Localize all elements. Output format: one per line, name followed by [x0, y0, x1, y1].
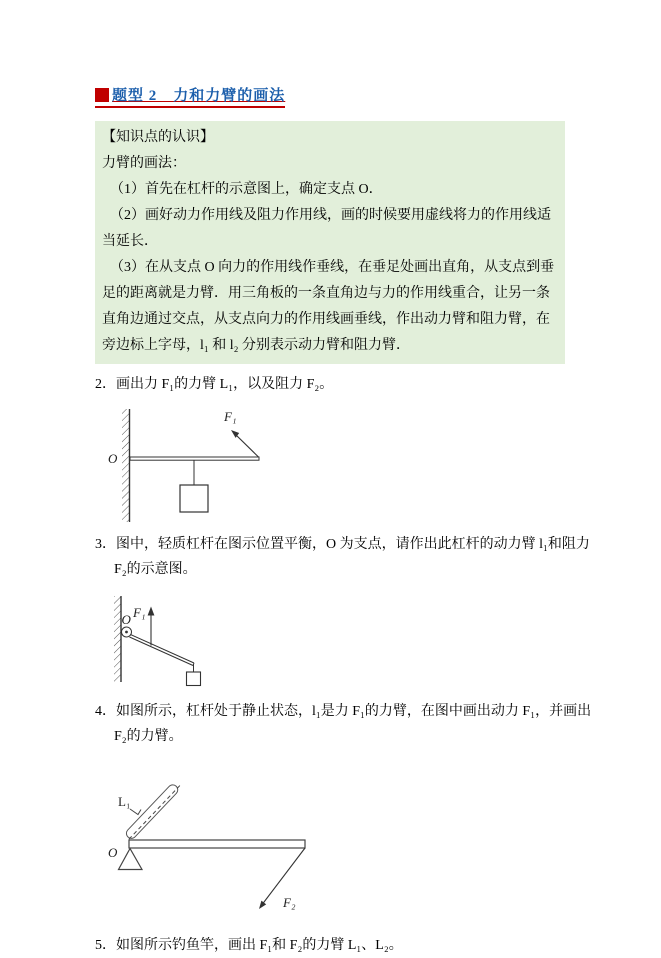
pivot-o-label: O — [108, 845, 118, 860]
question-5-text: 5．如图所示钓鱼竿，画出 F₁和 F₂的力臂 L₁、L₂。 — [95, 938, 403, 953]
knowledge-item-1: （1）首先在杠杆的示意图上，确定支点 O． — [110, 182, 383, 197]
force-f1-label: F₁ — [224, 409, 237, 424]
knowledge-subheading: 力臂的画法： — [102, 156, 186, 171]
knowledge-item-3: （3）在从支点 O 向力的作用线作垂线，在垂足处画出直角，从支点到垂足的距离就是力臂．用三角板的一条直角边与力的作用线重合，让另一条直角边通过交点，从支点向力的作用线画垂线，作出动力臂和阻力臂，在旁边标上字母，l₁ 和 l₂ 分别表示动力臂和阻力臂． — [102, 260, 555, 353]
pivot-o-label: O — [121, 612, 131, 627]
lever-bar — [129, 840, 305, 848]
force-f2-arrowhead-icon — [259, 901, 266, 909]
diagram-q2-lever-on-wall — [101, 406, 296, 524]
diagram-q4-lever-on-fulcrum — [97, 770, 322, 920]
force-f1-line — [234, 433, 259, 457]
fulcrum-triangle — [119, 849, 143, 870]
force-arm-l1-outline — [124, 783, 179, 841]
pivot-o-label: O — [108, 451, 118, 466]
title-marker-square-icon — [95, 88, 109, 102]
question-3-text: 3．图中，轻质杠杆在图示位置平衡，O 为支点，请作出此杠杆的动力臂 l₁和阻力 F₂的示意图。 — [95, 537, 590, 577]
weight-block — [187, 672, 201, 686]
wall-hatching — [114, 596, 121, 682]
question-4-text: 4．如图所示，杠杆处于静止状态，l₁是力 F₁的力臂，在图中画出动力 F₁，并画出 F₂的力臂。 — [95, 704, 592, 744]
lever-bar — [130, 457, 259, 460]
lever-bar-top-edge — [131, 635, 195, 664]
force-f2-label: F₂ — [283, 895, 296, 910]
force-f1-label: F₁ — [133, 605, 146, 620]
force-f1-arrowhead-icon — [148, 607, 155, 616]
section-title-text: 题型 2 力和力臂的画法 — [112, 88, 286, 104]
knowledge-heading: 【知识点的认识】 — [102, 130, 214, 145]
knowledge-box — [95, 121, 565, 364]
force-arm-l1-label: L₁ — [118, 794, 131, 809]
knowledge-item-2: （2）画好动力作用线及阻力作用线，画的时候要用虚线将力的作用线适当延长． — [102, 208, 551, 249]
diagram-q3-inclined-lever — [103, 593, 218, 691]
lever-bar-bottom-edge — [130, 637, 194, 666]
weight-block — [180, 485, 208, 512]
question-2-text: 2．画出力 F₁的力臂 L₁，以及阻力 F₂。 — [95, 377, 334, 392]
pivot-hinge-dot-icon — [125, 631, 128, 634]
l1-pointer-tick-icon — [130, 809, 141, 815]
wall-hatching — [122, 409, 130, 522]
section-title — [95, 84, 285, 108]
